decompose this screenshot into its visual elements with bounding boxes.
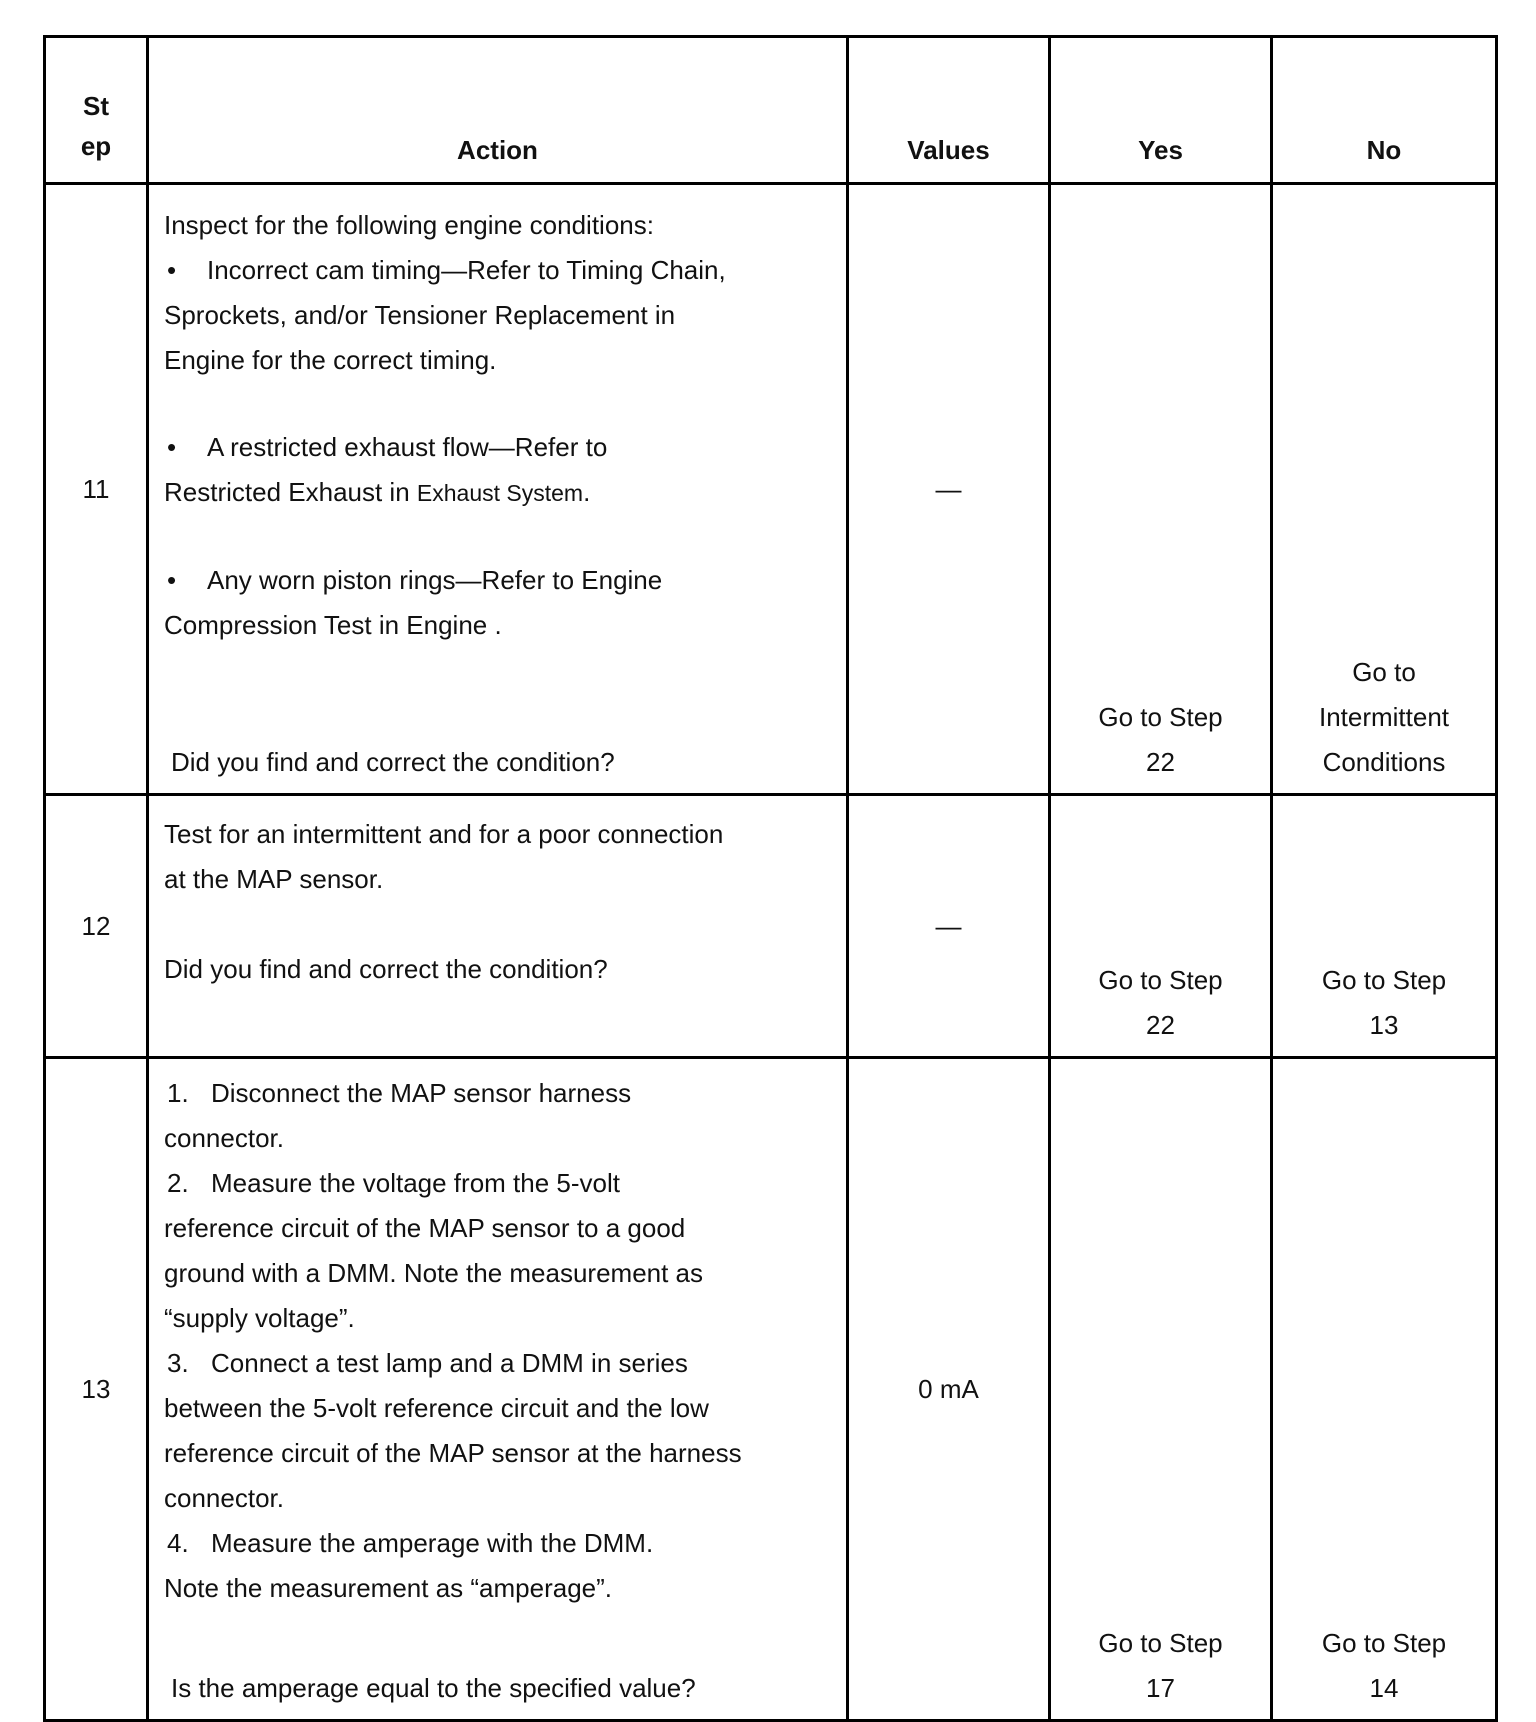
list-number: 4.: [167, 1528, 189, 1558]
bullet-line: [164, 248, 828, 293]
header-step-line1: St: [83, 91, 109, 121]
action-line: Test for an intermittent and for a poor connection: [164, 819, 724, 849]
values-cell: —: [848, 184, 1050, 795]
numbered-line: [164, 1521, 828, 1566]
bullet-line: Sprockets, and/or Tensioner Replacement in: [164, 300, 676, 330]
header-step: [45, 37, 148, 184]
yes-step: 22: [1146, 747, 1175, 777]
table-row-step-13: [45, 1058, 1497, 1721]
step-number: 12: [45, 795, 148, 1058]
header-step-line2: ep: [80, 131, 112, 161]
yes-text: Go to Step: [1098, 965, 1223, 995]
bullet-icon: •: [167, 565, 177, 595]
no-text: Conditions: [1322, 747, 1446, 777]
numbered-line: reference circuit of the MAP sensor to a good: [164, 1213, 686, 1243]
action-intro: Inspect for the following engine conditions:: [164, 210, 654, 240]
no-text: Go to: [1352, 657, 1416, 687]
bullet-icon: •: [167, 255, 177, 285]
list-number: 3.: [167, 1348, 189, 1378]
list-number: 2.: [167, 1168, 189, 1198]
yes-step: 22: [1146, 1010, 1175, 1040]
header-yes: Yes: [1050, 37, 1272, 184]
list-text: Connect a test lamp and a DMM in series: [211, 1348, 688, 1378]
bullet-line: [164, 425, 828, 470]
no-text: Intermittent: [1318, 702, 1450, 732]
bullet-text: Restricted Exhaust in: [164, 477, 410, 507]
list-text: Disconnect the MAP sensor harness: [211, 1078, 632, 1108]
table-row-step-12: [45, 795, 1497, 1058]
numbered-line: [164, 1161, 828, 1206]
numbered-line: reference circuit of the MAP sensor at the harness: [164, 1438, 742, 1468]
header-values: Values: [848, 37, 1050, 184]
numbered-line: Note the measurement as “amperage”.: [164, 1573, 612, 1603]
no-text: Go to Step: [1321, 965, 1447, 995]
period: .: [583, 477, 591, 507]
numbered-line: [164, 1071, 828, 1116]
numbered-line: connector.: [164, 1483, 284, 1513]
action-cell: [148, 184, 848, 795]
header-action: Action: [148, 37, 848, 184]
no-cell: [1272, 184, 1497, 795]
step-number: 13: [45, 1058, 148, 1721]
action-cell: [148, 1058, 848, 1721]
list-text: Measure the amperage with the DMM.: [211, 1528, 654, 1558]
yes-cell: [1050, 795, 1272, 1058]
no-cell: [1272, 795, 1497, 1058]
bullet-text: Any worn piston rings—Refer to Engine: [207, 565, 663, 595]
action-question: Is the amperage equal to the specified value?: [171, 1673, 696, 1703]
step-number: 11: [45, 184, 148, 795]
bullet-line: [164, 558, 828, 603]
numbered-line: ground with a DMM. Note the measurement as: [164, 1258, 704, 1288]
numbered-line: connector.: [164, 1123, 284, 1153]
numbered-line: [164, 1341, 828, 1386]
values-cell: —: [848, 795, 1050, 1058]
numbered-line: between the 5-volt reference circuit and the low: [164, 1393, 709, 1423]
action-cell: [148, 795, 848, 1058]
no-text: Go to Step: [1321, 1628, 1447, 1658]
yes-cell: [1050, 184, 1272, 795]
bullet-icon: •: [167, 432, 177, 462]
no-step: 13: [1369, 1010, 1399, 1040]
reference-text: Exhaust System: [416, 480, 584, 506]
bullet-line: Compression Test in Engine .: [164, 610, 502, 640]
bullet-line: [164, 470, 828, 516]
no-step: 14: [1369, 1673, 1399, 1703]
list-number: 1.: [167, 1078, 189, 1108]
bullet-line: Engine for the correct timing.: [164, 345, 497, 375]
list-text: Measure the voltage from the 5-volt: [211, 1168, 620, 1198]
yes-text: Go to Step: [1098, 1628, 1223, 1658]
yes-step: 17: [1146, 1673, 1175, 1703]
no-cell: [1272, 1058, 1497, 1721]
header-row: [45, 37, 1497, 184]
yes-cell: [1050, 1058, 1272, 1721]
header-no: No: [1272, 37, 1497, 184]
numbered-line: “supply voltage”.: [164, 1303, 355, 1333]
diagnostic-table: [43, 35, 1498, 1722]
bullet-text: A restricted exhaust flow—Refer to: [207, 432, 608, 462]
action-line: at the MAP sensor.: [164, 864, 384, 894]
table-row-step-11: [45, 184, 1497, 795]
bullet-text: Incorrect cam timing—Refer to Timing Chain,: [207, 255, 726, 285]
action-question: Did you find and correct the condition?: [171, 747, 615, 777]
values-cell: 0 mA: [848, 1058, 1050, 1721]
yes-text: Go to Step: [1098, 702, 1223, 732]
action-question: Did you find and correct the condition?: [164, 954, 608, 984]
